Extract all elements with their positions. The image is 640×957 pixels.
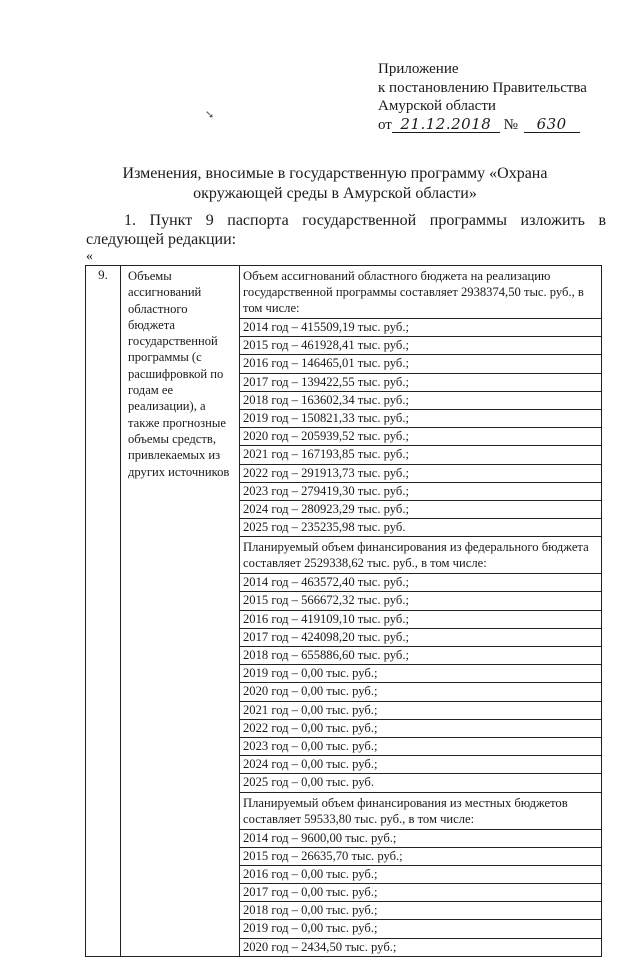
regional-budget-years (240, 319, 601, 537)
row-label: Объемы ассигнований областного бюджета государственной программы (с расшифровкой по годам ее реализации), а также прогнозные объемы средств, привлекаемых из других источников (121, 266, 240, 957)
list-item: 2017 год – 424098,20 тыс. руб.; (240, 629, 601, 647)
list-item: 2021 год – 0,00 тыс. руб.; (240, 702, 601, 720)
list-item: 2017 год – 139422,55 тыс. руб.; (240, 374, 601, 392)
list-item: 2024 год – 0,00 тыс. руб.; (240, 756, 601, 774)
date-prefix: от (378, 116, 392, 133)
handwritten-number: 630 (524, 117, 580, 133)
row-number: 9. (86, 266, 121, 957)
list-item: 2022 год – 0,00 тыс. руб.; (240, 720, 601, 738)
list-item: 2014 год – 415509,19 тыс. руб.; (240, 319, 601, 337)
list-item: 2015 год – 566672,32 тыс. руб.; (240, 592, 601, 610)
list-item: 2022 год – 291913,73 тыс. руб.; (240, 465, 601, 483)
appendix-line-1: Приложение (378, 61, 459, 77)
list-item: 2016 год – 0,00 тыс. руб.; (240, 866, 601, 884)
list-item: 2016 год – 146465,01 тыс. руб.; (240, 355, 601, 373)
list-item: 2019 год – 0,00 тыс. руб.; (240, 920, 601, 938)
list-item: 2015 год – 461928,41 тыс. руб.; (240, 337, 601, 355)
date-number-line (378, 116, 587, 135)
federal-budget-heading: Планируемый объем финансирования из федерального бюджета составляет 2529338,62 тыс. руб., в том числе: (240, 537, 601, 574)
local-budget-years (240, 830, 601, 956)
list-item: 2024 год – 280923,29 тыс. руб.; (240, 501, 601, 519)
appendix-header (378, 60, 587, 134)
appendix-line-2: к постановлению Правительства (378, 79, 587, 96)
list-item: 2015 год – 26635,70 тыс. руб.; (240, 848, 601, 866)
list-item: 2014 год – 9600,00 тыс. руб.; (240, 830, 601, 848)
opening-quote: « (86, 249, 93, 264)
handwritten-date: 21.12.2018 (392, 117, 500, 133)
table-row (86, 266, 602, 957)
list-item: 2020 год – 205939,52 тыс. руб.; (240, 428, 601, 446)
passport-table (85, 265, 602, 957)
list-item: 2018 год – 655886,60 тыс. руб.; (240, 647, 601, 665)
number-prefix: № (503, 116, 518, 133)
list-item: 2020 год – 0,00 тыс. руб.; (240, 683, 601, 701)
list-item: 2019 год – 150821,33 тыс. руб.; (240, 410, 601, 428)
local-budget-heading: Планируемый объем финансирования из местных бюджетов составляет 59533,80 тыс. руб., в том числе: (240, 793, 601, 830)
appendix-line-3: Амурской области (378, 98, 496, 114)
list-item: 2017 год – 0,00 тыс. руб.; (240, 884, 601, 902)
list-item: 2023 год – 279419,30 тыс. руб.; (240, 483, 601, 501)
funding-cell (240, 266, 602, 957)
list-item: 2021 год – 167193,85 тыс. руб.; (240, 446, 601, 464)
list-item: 2025 год – 235235,98 тыс. руб. (240, 519, 601, 537)
list-item: 2020 год – 2434,50 тыс. руб.; (243, 939, 397, 954)
list-item: 2018 год – 0,00 тыс. руб.; (240, 902, 601, 920)
regional-budget-heading: Объем ассигнований областного бюджета на реализацию государственной программы составляет 2938374,50 тыс. руб., в том числе: (240, 266, 601, 319)
list-item: 2019 год – 0,00 тыс. руб.; (240, 665, 601, 683)
list-item: 2023 год – 0,00 тыс. руб.; (240, 738, 601, 756)
document-title: Изменения, вносимые в государственную программу «Охрана окружающей среды в Амурской области» (122, 165, 548, 202)
paragraph-1: 1. Пункт 9 паспорта государственной программы изложить в следующей редакции: (86, 212, 606, 248)
scan-speck: ➘ (205, 109, 215, 121)
list-item: 2016 год – 419109,10 тыс. руб.; (240, 611, 601, 629)
list-item: 2025 год – 0,00 тыс. руб. (240, 774, 601, 792)
federal-budget-years (240, 574, 601, 792)
list-item: 2014 год – 463572,40 тыс. руб.; (240, 574, 601, 592)
list-item: 2018 год – 163602,34 тыс. руб.; (240, 392, 601, 410)
